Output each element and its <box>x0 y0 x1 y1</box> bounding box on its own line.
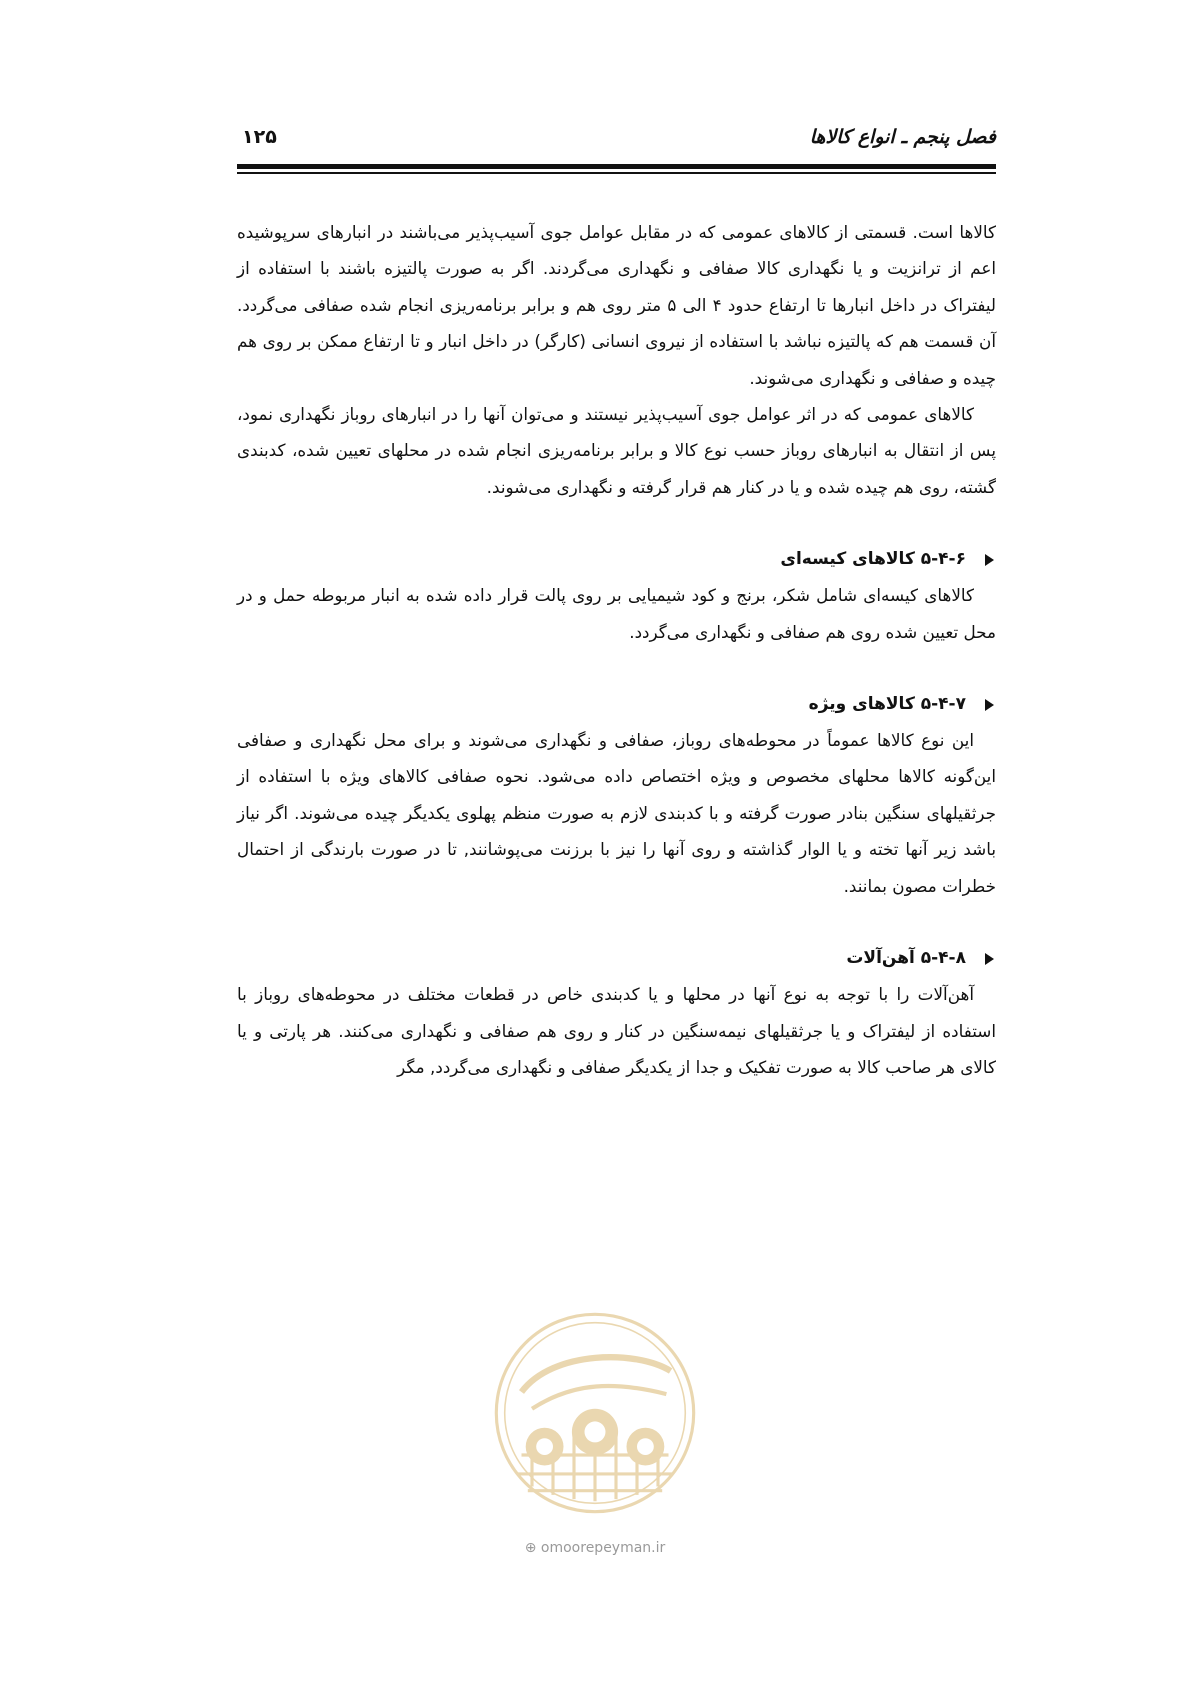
triangle-bullet-icon <box>985 554 994 566</box>
body-text <box>237 214 996 1085</box>
header-rule-thin <box>237 172 996 174</box>
watermark-url-text: omoorepeyman.ir <box>540 1540 666 1556</box>
section-heading-special-goods <box>237 686 996 722</box>
section-heading-text: ۵-۴-۷ کالاهای ویژه <box>808 694 966 715</box>
watermark-logo-icon <box>490 1308 700 1518</box>
section-heading-bagged-goods <box>237 541 996 577</box>
spacer <box>237 904 996 940</box>
page-number: ۱۲۵ <box>242 126 277 148</box>
section-heading-text: ۵-۴-۸ آهن‌آلات <box>846 948 966 969</box>
triangle-bullet-icon <box>985 953 994 965</box>
paragraph-special-goods: این نوع کالاها عموماً در محوطه‌های روباز، صفافی و نگهداری می‌شوند و برای محل نگهداری و صفافی این‌گونه کالاها محلهای مخصوص و ویژه اختصاص داده می‌شود. نحوه صفافی کالاهای ویژه با استفاده از جرثقیلهای سنگین بنادر صورت گرفته و با کدبندی لازم به صورت منظم پهلوی یکدیگر چیده می‌شوند. اگر نیاز باشد زیر آنها تخته و یا الوار گذاشته و روی آنها را نیز با برزنت می‌پوشانند, تا در صورت بارندگی از احتمال خطرات مصون بمانند. <box>237 730 996 896</box>
spacer <box>237 505 996 541</box>
paragraph-intro-1: کالاها است. قسمتی از کالاهای عمومی که در مقابل عوامل جوی آسیب‌پذیر می‌باشند در انبارهای سرپوشیده اعم از ترانزیت و یا نگهداری کالا صفافی و نگهداری می‌گردند. اگر به صورت پالتیزه باشند با استفاده از لیفتراک در داخل انبارها تا ارتفاع حدود ۴ الی ۵ متر روی هم و برابر برنامه‌ریزی انجام شده صفافی می‌گردد. آن قسمت هم که پالتیزه نباشد با استفاده از نیروی انسانی (کارگر) در داخل انبار و تا ارتفاع ممکن بر روی هم چیده و صفافی و نگهداری می‌شوند. <box>237 222 997 388</box>
spacer <box>237 650 996 686</box>
header-rule-thick <box>237 164 996 169</box>
section-heading-text: ۵-۴-۶ کالاهای کیسه‌ای <box>780 549 966 570</box>
chapter-title: فصل پنجم ـ انواع کالاها <box>809 126 996 148</box>
watermark-url <box>490 1540 700 1556</box>
paragraph-iron-goods: آهن‌آلات را با توجه به نوع آنها در محلها و یا کدبندی خاص در قطعات مختلف در محوطه‌های روباز با استفاده از لیفتراک و یا جرثقیلهای نیمه‌سنگین در کنار و روی هم صفافی و نگهداری می‌کنند. هر پارتی و یا کالای هر صاحب کالا به صورت تفکیک و جدا از یکدیگر صفافی و نگهداری می‌گردد, مگر <box>237 984 996 1077</box>
page-header <box>237 126 996 156</box>
section-heading-iron-goods <box>237 940 996 976</box>
paragraph-intro-2: کالاهای عمومی که در اثر عوامل جوی آسیب‌پذیر نیستند و می‌توان آنها را در انبارهای روباز نگهداری نمود، پس از انتقال به انبارهای روباز حسب نوع کالا و برابر برنامه‌ریزی انجام شده در محلهای تعیین شده، کدبندی گشته، روی هم چیده شده و یا در کنار هم قرار گرفته و نگهداری می‌شوند. <box>237 404 996 497</box>
triangle-bullet-icon <box>985 699 994 711</box>
paragraph-bagged-goods: کالاهای کیسه‌ای شامل شکر، برنج و کود شیمیایی بر روی پالت قرار داده شده به انبار مربوطه حمل و در محل تعیین شده روی هم صفافی و نگهداری می‌گردد. <box>237 585 996 642</box>
globe-icon: ⊕ <box>524 1540 537 1556</box>
